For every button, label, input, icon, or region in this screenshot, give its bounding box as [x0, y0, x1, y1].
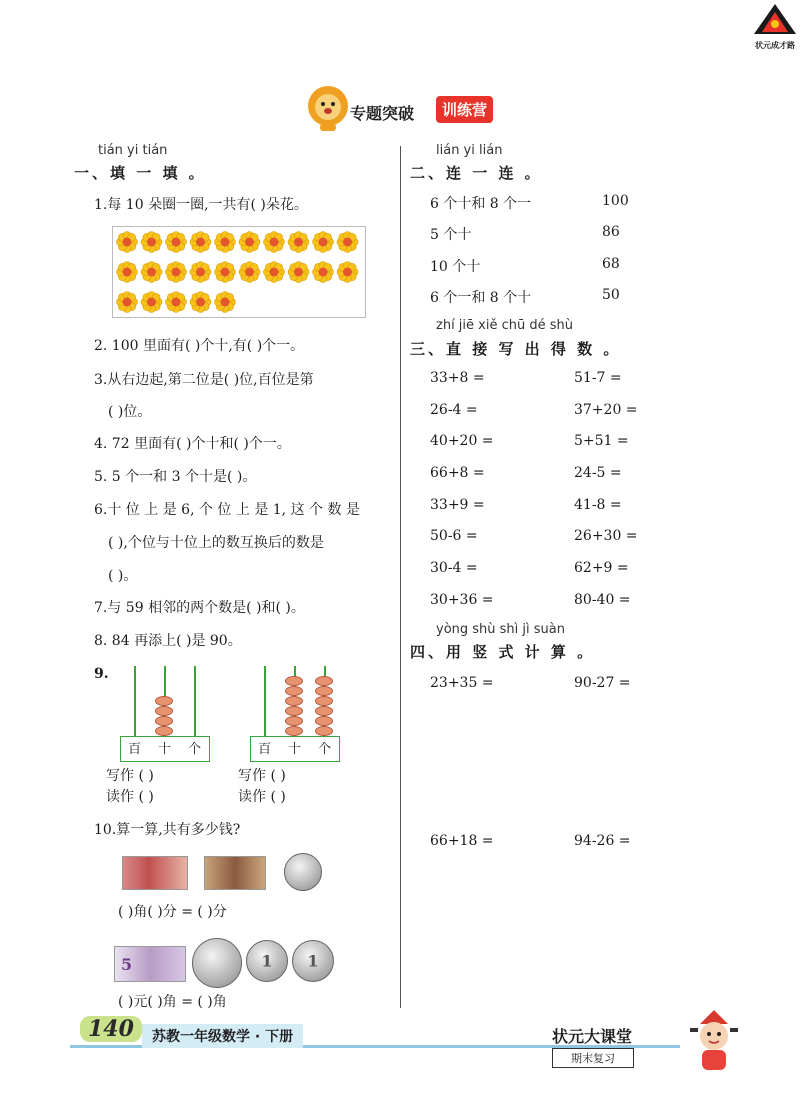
question-6-line2: ( ),个位与十位上的数互换后的数是 — [108, 535, 324, 551]
match-left-3: 10 个十 — [430, 259, 481, 275]
flower-group — [113, 227, 365, 317]
question-8: 8. 84 再添上( )是 90。 — [94, 633, 242, 649]
question-6-line3: ( )。 — [108, 568, 138, 584]
question-5: 5. 5 个一和 3 个十是( )。 — [94, 469, 257, 485]
flower — [141, 292, 162, 313]
abacus-2-read: 读作 ( ) — [238, 789, 286, 805]
abacus-1 — [120, 664, 210, 760]
five-jiao-coin — [192, 938, 242, 988]
flower — [190, 262, 211, 283]
flower — [166, 262, 187, 283]
sec2-pinyin: lián yi lián — [436, 143, 503, 158]
vertical-3: 66+18 = — [430, 833, 494, 849]
flower — [288, 262, 309, 283]
sec4-title: 四、用 竖 式 计 算 。 — [410, 643, 596, 661]
question-7: 7.与 59 相邻的两个数是( )和( )。 — [94, 600, 305, 616]
lion-mascot-icon — [306, 84, 350, 132]
vertical-4: 94-26 = — [574, 833, 631, 849]
one-jiao-note — [122, 856, 188, 890]
one-fen-coin — [284, 853, 322, 891]
question-10: 10.算一算,共有多少钱? — [94, 822, 241, 838]
direct-left-2: 26-4 = — [430, 402, 478, 418]
banner-tag: 训练营 — [436, 96, 493, 123]
abacus-1-label-ones: 个 — [188, 742, 202, 757]
book-title: 苏教一年级数学 · 下册 — [142, 1024, 303, 1048]
abacus-2 — [250, 664, 340, 760]
question-4: 4. 72 里面有( )个十和( )个一。 — [94, 436, 291, 452]
abacus-2-label-tens: 十 — [288, 742, 302, 757]
flower — [264, 232, 285, 253]
direct-right-6: 26+30 = — [574, 528, 638, 544]
question-3-line1: 3.从右边起,第二位是( )位,百位是第 — [94, 372, 314, 388]
question-2: 2. 100 里面有( )个十,有( )个一。 — [94, 338, 305, 354]
flower — [141, 262, 162, 283]
abacus-1-label-hundreds: 百 — [128, 742, 142, 757]
page-number: 140 — [80, 1016, 142, 1042]
flower — [190, 232, 211, 253]
one-yuan-coin-2 — [292, 940, 334, 982]
money-line-1: ( )角( )分 = ( )分 — [118, 904, 227, 920]
banner-title: 专题突破 — [350, 104, 415, 123]
mountain-logo-icon — [752, 2, 798, 36]
sec3-title: 三、直 接 写 出 得 数 。 — [410, 340, 622, 358]
match-right-2: 86 — [602, 224, 620, 240]
question-6-line1: 6.十 位 上 是 6, 个 位 上 是 1, 这 个 数 是 — [94, 502, 360, 518]
flower — [215, 232, 236, 253]
match-right-1: 100 — [602, 193, 629, 209]
flower — [313, 262, 334, 283]
abacus-2-write: 写作 ( ) — [238, 768, 286, 784]
vertical-2: 90-27 = — [574, 675, 631, 691]
question-3-line2: ( )位。 — [108, 404, 152, 420]
direct-left-7: 30-4 = — [430, 560, 478, 576]
flower — [337, 232, 358, 253]
direct-right-7: 62+9 = — [574, 560, 629, 576]
direct-right-8: 80-40 = — [574, 592, 631, 608]
direct-right-5: 41-8 = — [574, 497, 622, 513]
flower — [190, 292, 211, 313]
sec2-title: 二、连 一 连 。 — [410, 164, 543, 182]
abacus-1-label-tens: 十 — [158, 742, 172, 757]
abacus-1-read: 读作 ( ) — [106, 789, 154, 805]
match-right-3: 68 — [602, 256, 620, 272]
direct-right-4: 24-5 = — [574, 465, 622, 481]
match-right-4: 50 — [602, 287, 620, 303]
flower — [117, 292, 138, 313]
flower — [117, 262, 138, 283]
flower — [288, 232, 309, 253]
direct-left-3: 40+20 = — [430, 433, 494, 449]
flower — [215, 262, 236, 283]
coin-2-label: 1 — [307, 951, 319, 971]
corner-logo-text: 状元成才路 — [755, 41, 795, 50]
flower — [117, 232, 138, 253]
sec4-pinyin: yòng shù shì jì suàn — [436, 622, 565, 637]
direct-right-3: 5+51 = — [574, 433, 629, 449]
sec3-pinyin: zhí jiē xiě chū dé shù — [436, 318, 573, 333]
abacus-2-label-ones: 个 — [318, 742, 332, 757]
flower — [215, 292, 236, 313]
abacus-2-label-hundreds: 百 — [258, 742, 272, 757]
match-left-1: 6 个十和 8 个一 — [430, 196, 532, 212]
question-1: 1.每 10 朵圈一圈,一共有( )朵花。 — [94, 197, 308, 213]
direct-left-8: 30+36 = — [430, 592, 494, 608]
flower — [313, 232, 334, 253]
flower — [239, 232, 260, 253]
sec1-pinyin: tián yi tián — [98, 143, 168, 158]
flower — [337, 262, 358, 283]
section-banner — [306, 84, 502, 132]
question-9: 9. — [94, 666, 109, 682]
abacus-1-write: 写作 ( ) — [106, 768, 154, 784]
flower — [141, 232, 162, 253]
two-jiao-note — [204, 856, 266, 890]
flower — [264, 262, 285, 283]
five-yuan-label: 5 — [121, 955, 133, 974]
flower — [166, 232, 187, 253]
brand-subtitle: 期末复习 — [552, 1048, 634, 1068]
match-left-2: 5 个十 — [430, 227, 472, 243]
direct-right-1: 51-7 = — [574, 370, 622, 386]
five-yuan-note — [114, 946, 186, 982]
brand-title: 状元大课堂 — [552, 1027, 633, 1046]
vertical-1: 23+35 = — [430, 675, 494, 691]
direct-left-1: 33+8 = — [430, 370, 485, 386]
direct-left-5: 33+9 = — [430, 497, 485, 513]
flower — [239, 262, 260, 283]
money-line-2: ( )元( )角 = ( )角 — [118, 994, 227, 1010]
corner-logo — [752, 2, 798, 48]
column-divider — [400, 146, 401, 1008]
mascot-icon — [686, 1008, 742, 1074]
one-yuan-coin-1 — [246, 940, 288, 982]
sec1-title: 一、填 一 填 。 — [74, 164, 207, 182]
flower-box — [112, 226, 366, 318]
direct-left-4: 66+8 = — [430, 465, 485, 481]
direct-right-2: 37+20 = — [574, 402, 638, 418]
direct-left-6: 50-6 = — [430, 528, 478, 544]
flower — [166, 292, 187, 313]
coin-1-label: 1 — [261, 951, 273, 971]
match-left-4: 6 个一和 8 个十 — [430, 290, 532, 306]
